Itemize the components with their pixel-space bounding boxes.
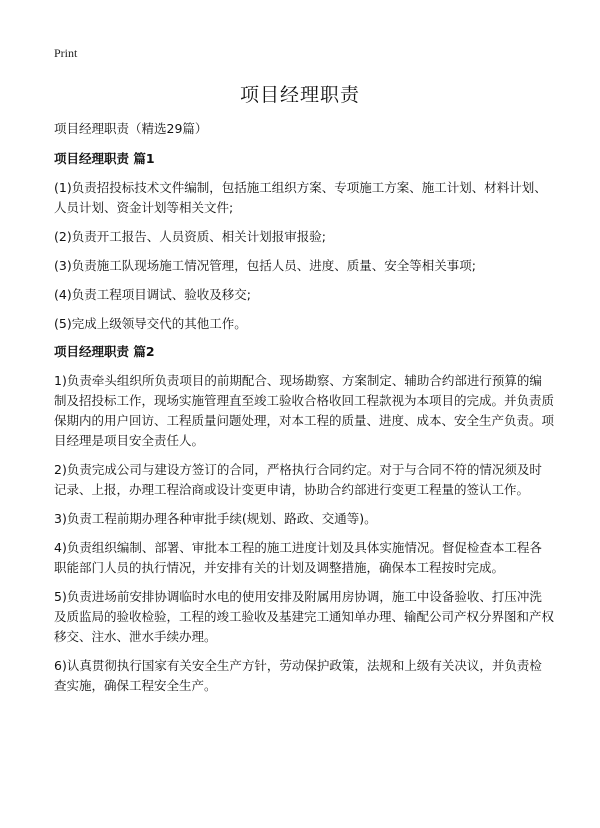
paragraph: 5)负责进场前安排协调临时水电的使用安排及附属用房协调，施工中设备验收、打压冲洗及质监局的验收检验，工程的竣工验收及基建完工通知单办理、输配公司产权分界图和产权移交、注水、泄水手续办理。 [54, 589, 555, 644]
paragraph: 2)负责完成公司与建设方签订的合同，严格执行合同约定。对于与合同不符的情况须及时记录、上报，办理工程洽商或设计变更申请，协助合约部进行变更工程量的签认工作。 [54, 462, 542, 497]
document-body [54, 120, 554, 705]
paragraph: (2)负责开工报告、人员资质、相关计划报审报验; [54, 229, 326, 244]
paragraph: 4)负责组织编制、部署、审批本工程的施工进度计划及具体实施情况。督促检查本工程各职能部门人员的执行情况，并安排有关的计划及调整措施，确保本工程按时完成。 [54, 540, 542, 575]
paragraph: 1)负责牵头组织所负责项目的前期配合、现场勘察、方案制定、辅助合约部进行预算的编制及招投标工作，现场实施管理直至竣工验收合格收回工程款视为本项目的完成。并负责质保期内的用户回访、工程质量问题处理，对本工程的质量、进度、成本、安全生产负责。项目经理是项目安全责任人。 [54, 373, 555, 448]
section-1 [54, 150, 554, 334]
document-subtitle: 项目经理职责（精选29篇） [54, 121, 208, 136]
paragraph: 6)认真贯彻执行国家有关安全生产方针，劳动保护政策，法规和上级有关决议，并负责检查实施，确保工程安全生产。 [54, 658, 542, 693]
print-link[interactable]: Print [54, 46, 78, 60]
section-heading: 项目经理职责 篇1 [54, 151, 155, 166]
paragraph: (1)负责招投标技术文件编制，包括施工组织方案、专项施工方案、施工计划、材料计划、人员计划、资金计划等相关文件; [54, 180, 547, 215]
paragraph: (4)负责工程项目调试、验收及移交; [54, 287, 251, 302]
paragraph: (3)负责施工队现场施工情况管理，包括人员、进度、质量、安全等相关事项; [54, 258, 476, 273]
paragraph: 3)负责工程前期办理各种审批手续(规划、路政、交通等)。 [54, 511, 377, 526]
section-heading: 项目经理职责 篇2 [54, 344, 155, 359]
page-title: 项目经理职责 [239, 84, 360, 106]
paragraph: (5)完成上级领导交代的其他工作。 [54, 316, 247, 331]
section-2 [54, 343, 554, 696]
